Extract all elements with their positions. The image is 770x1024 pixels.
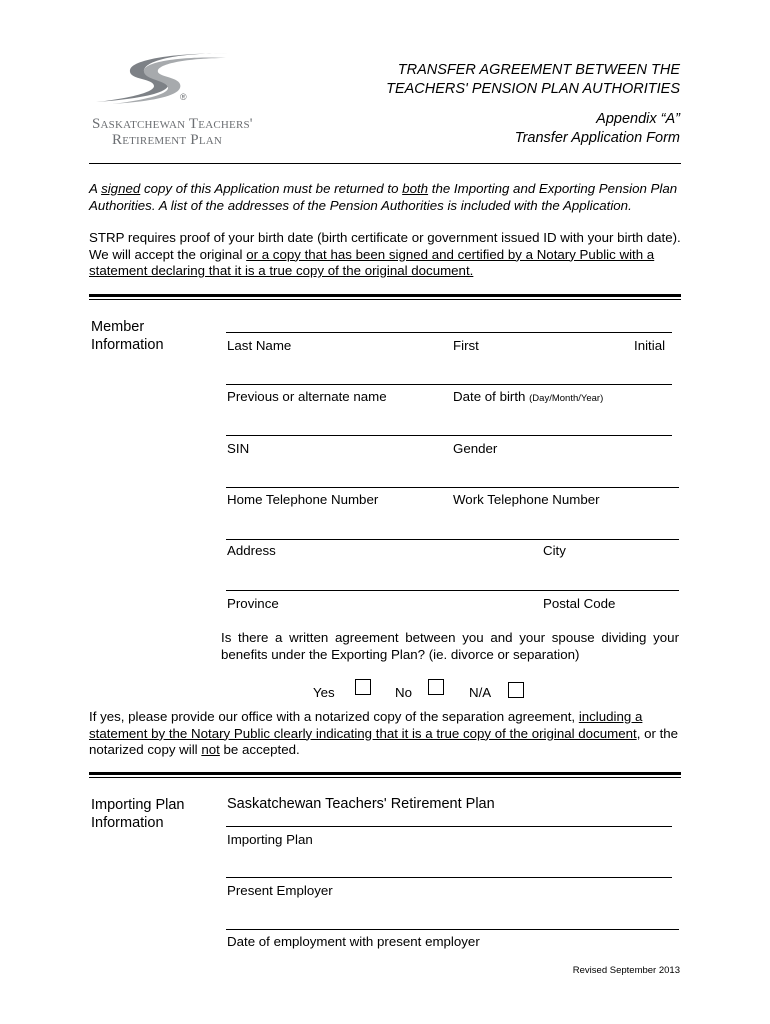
gender-label: Gender <box>453 441 498 456</box>
registered-mark: ® <box>180 92 187 102</box>
intro-signed: signed <box>101 181 141 196</box>
date-employment-label: Date of employment with present employer <box>227 934 480 949</box>
intro-p2-notary: or a copy that has been signed and certified by a Notary Public with a statement declaring that it is a true copy of the original document. <box>89 246 655 278</box>
importing-plan-value[interactable]: Saskatchewan Teachers' Retirement Plan <box>227 796 495 812</box>
revised-date: Revised September 2013 <box>572 965 680 976</box>
address-field-line[interactable] <box>226 539 679 540</box>
first-name-label: First <box>453 338 479 353</box>
importing-section-label-1: Importing Plan <box>91 797 185 813</box>
note-not: not <box>201 742 220 757</box>
note-text-1: If yes, please provide our office with a notarized copy of the separation agreement, <box>89 709 579 724</box>
sin-gender-field-line[interactable] <box>226 435 672 436</box>
logo <box>92 48 252 148</box>
dob-label <box>453 389 603 404</box>
home-phone-label: Home Telephone Number <box>227 492 379 507</box>
intro-p1-text-3: the Importing and Exporting Pension Plan Authorities. A list of the addresses of the Pension Authorities is included with the Application. <box>89 181 678 213</box>
phone-field-line[interactable] <box>226 487 679 488</box>
member-section-label-2: Information <box>91 337 164 353</box>
intro-p1-text: A <box>89 181 102 196</box>
note-notary-statement: including a statement by the Notary Public clearly indicating that it is a true copy of the original document <box>89 709 643 741</box>
initial-label: Initial <box>634 338 666 353</box>
importing-section-label-2: Information <box>91 815 164 831</box>
importing-plan-label: Importing Plan <box>227 832 313 847</box>
dob-label-text: Date of birth <box>453 389 526 404</box>
last-name-label: Last Name <box>227 338 292 353</box>
prev-name-dob-field-line[interactable] <box>226 384 672 385</box>
note-text-3: be accepted. <box>219 742 300 757</box>
form-name: Transfer Application Form <box>514 130 680 146</box>
intro-p2-text: STRP requires proof of your birth date (birth certificate or government issued ID with your birth date). We will accept the original <box>89 230 681 262</box>
no-checkbox[interactable] <box>428 679 444 695</box>
intro-p1-text-2: copy of this Application must be returned to <box>140 181 403 196</box>
na-label: N/A <box>469 685 492 700</box>
city-label: City <box>543 543 566 558</box>
province-label: Province <box>227 596 279 611</box>
present-employer-field-line[interactable] <box>226 877 672 878</box>
date-employment-field-line[interactable] <box>226 929 679 930</box>
form-title-line1: TRANSFER AGREEMENT BETWEEN THE <box>397 62 680 78</box>
work-phone-label: Work Telephone Number <box>453 492 600 507</box>
form-title-line2: TEACHERS' PENSION PLAN AUTHORITIES <box>386 81 680 97</box>
name-field-line[interactable] <box>226 332 672 333</box>
sin-label: SIN <box>227 441 250 456</box>
prev-name-label: Previous or alternate name <box>227 389 387 404</box>
separation-note <box>89 709 681 759</box>
appendix-label: Appendix “A” <box>596 111 680 127</box>
yes-label: Yes <box>313 685 335 700</box>
postal-code-label: Postal Code <box>543 596 616 611</box>
yes-checkbox[interactable] <box>355 679 371 695</box>
intro-both: both <box>402 181 429 196</box>
header-divider <box>89 163 681 164</box>
member-section-label-1: Member <box>91 319 145 335</box>
intro-paragraph-1 <box>89 181 681 214</box>
no-label: No <box>395 685 412 700</box>
note-text-2: , or the notarized copy will <box>89 725 679 757</box>
address-label: Address <box>227 543 276 558</box>
strp-swoosh-logo-icon <box>92 48 242 108</box>
section-divider-1 <box>89 294 681 297</box>
na-checkbox[interactable] <box>508 682 524 698</box>
section-divider-2b <box>89 777 681 778</box>
logo-org-line1: Saskatchewan Teachers' <box>92 116 253 132</box>
section-divider-1b <box>89 299 681 300</box>
intro-paragraph-2 <box>89 230 681 280</box>
spouse-question: Is there a written agreement between you and your spouse dividing your benefits under the Exporting Plan? (ie. divorce or separation) <box>221 630 679 662</box>
dob-format: (Day/Month/Year) <box>529 393 604 404</box>
present-employer-label: Present Employer <box>227 883 333 898</box>
section-divider-2 <box>89 772 681 775</box>
logo-org-line2: Retirement Plan <box>112 132 223 148</box>
province-field-line[interactable] <box>226 590 679 591</box>
importing-plan-field-line[interactable] <box>226 826 672 827</box>
